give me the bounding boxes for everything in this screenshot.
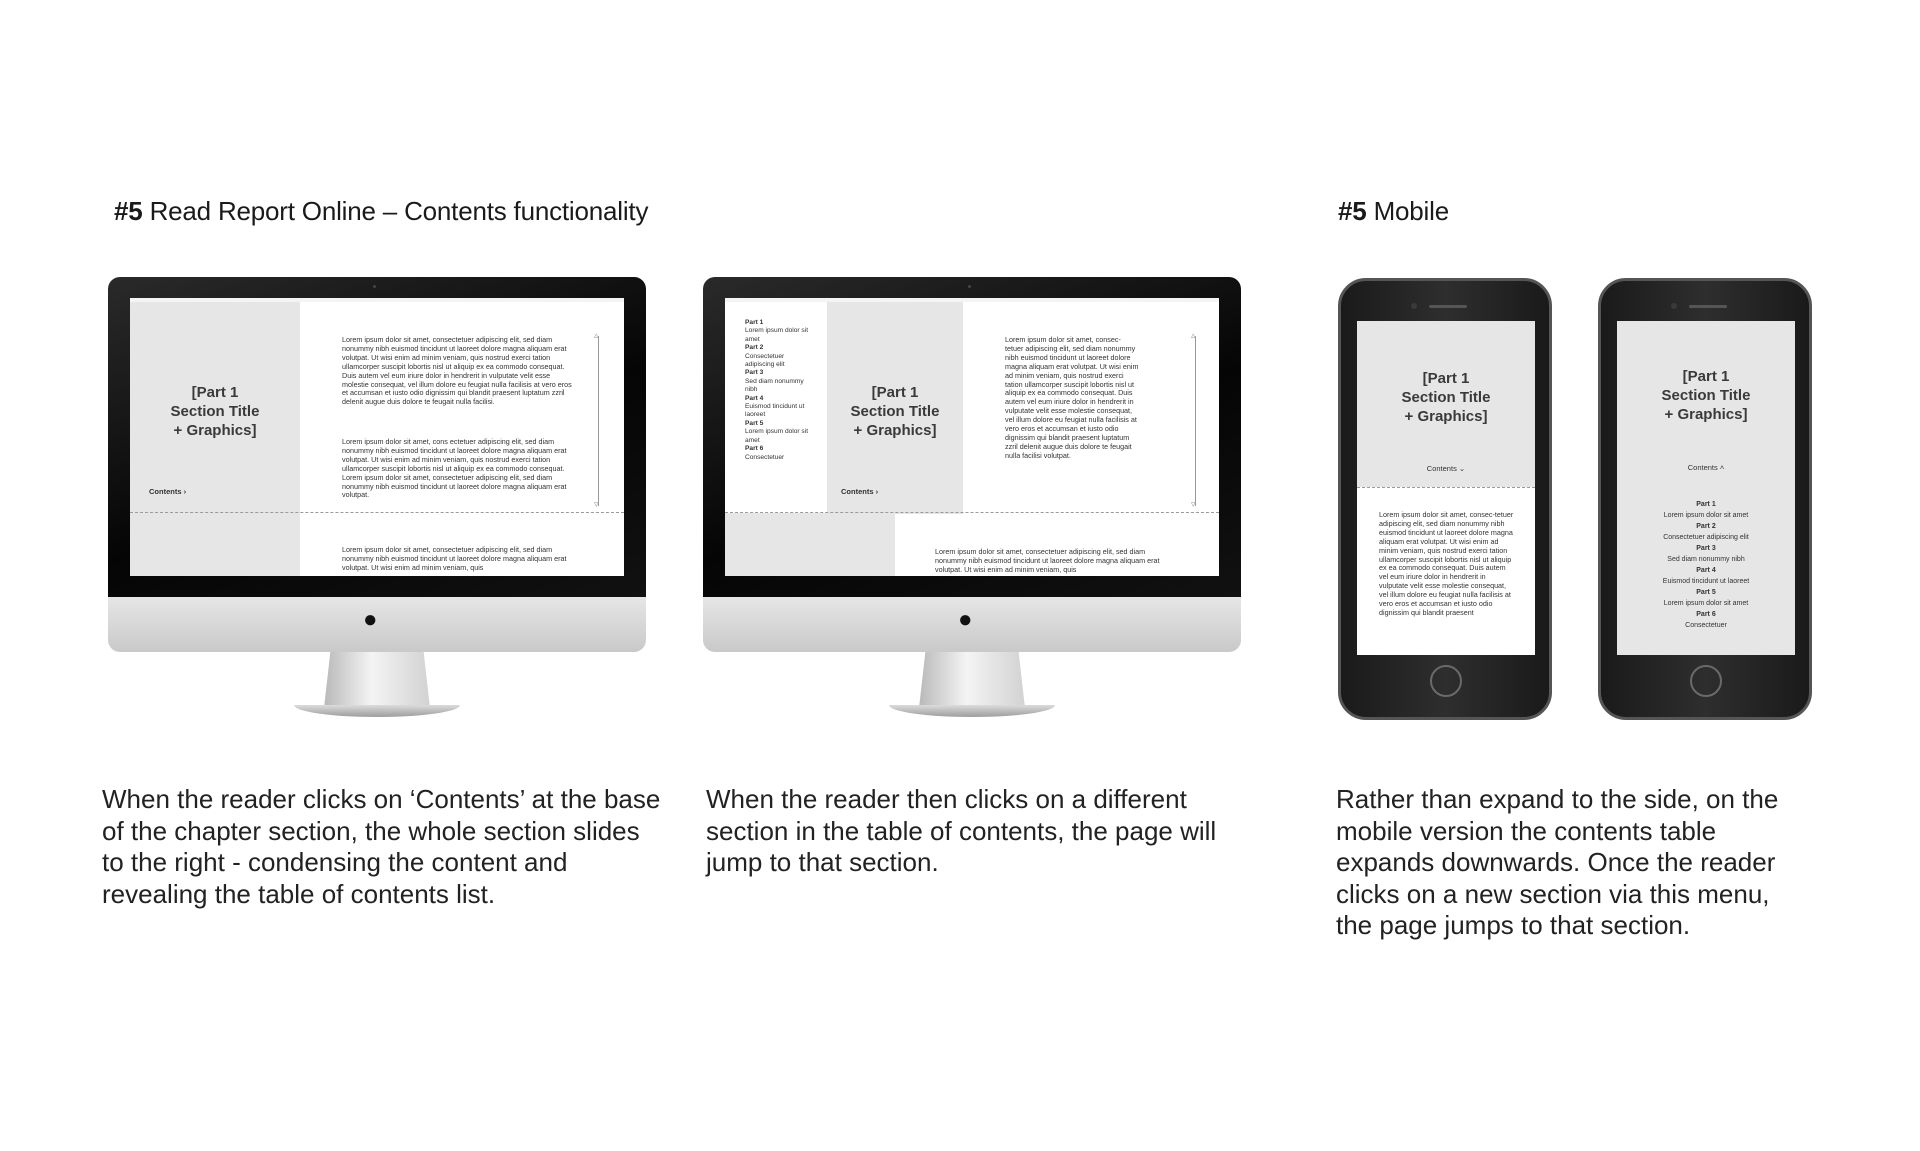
toc-part-1[interactable]: Part 1 xyxy=(1696,501,1716,508)
body-text: Lorem ipsum dolor sit amet, consec-tetuer adipiscing elit, sed diam nonummy nibh euismod tincidunt ut laoreet dolore magna aliquam erat volutpat. Ut wisi enim ad minim veniam, quis nostrud exerci tation ullamcorper suscipit lobortis nisl ut aliquip ex ea commodo consequat. Duis autem vel eum iriure dolor in hendrerit in vulputate velit esse molestie consequat, vel illum dolore eu feugiat nulla facilisis at vero eros et accumsan et iusto odio dignissim qui blandit praesent xyxy=(1379,511,1514,617)
toc-text-5[interactable]: Lorem ipsum dolor sit amet xyxy=(1663,600,1749,607)
contents-toggle[interactable]: Contents › xyxy=(149,487,187,496)
imac-mockup-contents-closed xyxy=(108,277,646,724)
toc-text-1[interactable]: Lorem ipsum dolor sit amet xyxy=(1663,512,1749,519)
phone-screen xyxy=(1357,321,1535,655)
speaker-grille xyxy=(1429,305,1467,308)
caption-desktop-jump: When the reader then clicks on a different section in the table of contents, the page will jump to that section. xyxy=(706,784,1217,877)
section-title-line-3: + Graphics] xyxy=(1664,406,1748,423)
desktop-heading xyxy=(114,196,648,227)
home-button[interactable] xyxy=(1690,665,1722,697)
toc-part-4[interactable]: Part 4 xyxy=(745,394,764,402)
contents-toggle[interactable]: Contents ⌄ xyxy=(1426,464,1466,473)
front-camera-icon xyxy=(1671,303,1677,309)
toc-text-2[interactable]: Consectetuer adipiscing elit xyxy=(1663,534,1749,541)
camera-icon xyxy=(373,285,376,288)
section-title-line-3: + Graphics] xyxy=(173,422,257,439)
toc-part-3[interactable]: Part 3 xyxy=(1696,545,1716,552)
section-title xyxy=(130,383,300,440)
section-divider xyxy=(1357,487,1535,488)
scroll-down-icon: ▿ xyxy=(594,499,599,509)
toc-part-4[interactable]: Part 4 xyxy=(1696,567,1716,574)
section-title xyxy=(827,383,963,440)
next-section-panel xyxy=(725,513,895,576)
phone-screen xyxy=(1617,321,1795,655)
apple-logo-icon: ● xyxy=(363,606,378,633)
toc-part-3[interactable]: Part 3 xyxy=(745,369,764,377)
section-title-line-1: [Part 1 xyxy=(1422,370,1470,387)
imac-base xyxy=(294,705,460,717)
section-title-line-3: + Graphics] xyxy=(853,422,937,439)
imac-base xyxy=(889,705,1055,717)
section-title-line-2: Section Title xyxy=(170,403,260,420)
toc-text-6[interactable]: Consectetuer xyxy=(745,453,785,461)
toc-part-5[interactable]: Part 5 xyxy=(745,419,764,427)
body-text-3: Lorem ipsum dolor sit amet, consectetuer adipiscing elit, sed diam nonummy nibh euismod tincidunt ut laoreet dolore magna aliquam erat volutpat. Ut wisi enim ad minim veniam, quis xyxy=(342,546,567,572)
imac-mockup-contents-open xyxy=(703,277,1241,724)
body-text-2: Lorem ipsum dolor sit amet, cons ectetuer adipiscing elit, sed diam nonummy nibh euismod tincidunt ut laoreet dolore magna aliquam erat volutpat. Ut wisi enim ad minim veniam, quis nostrud exerci tation ullamcorper suscipit lobortis nisl ut aliquip ex ea commodo consequat. Lorem ipsum dolor sit amet, consectetuer adipiscing elit, sed diam nonummy nibh euismod tincidunt ut laoreet dolore magna aliquam erat volutpat. xyxy=(342,438,567,500)
toc-part-2[interactable]: Part 2 xyxy=(745,344,764,352)
section-title-line-2: Section Title xyxy=(1401,389,1491,406)
desktop-heading-text: Read Report Online – Contents functionality xyxy=(149,196,649,226)
body-text-1: Lorem ipsum dolor sit amet, consectetuer adipiscing elit, sed diam nonummy nibh euismod tincidunt ut laoreet dolore magna aliquam erat volutpat. Ut wisi enim ad minim veniam, quis nostrud exerci tation ullamcorper suscipit lobortis nisl ut aliquip ex ea commodo consequat. Duis autem vel eum iriure dolor in hendrerit in vulputate velit esse molestie consequat, vel illum dolore eu feugiat nulla facilisis at vero eros et accumsan et iusto odio dignissim qui blandit praesent luptatum zzril delenit augue duis dolore te feugait nulla facilisi. xyxy=(342,336,572,407)
section-title-line-1: [Part 1 xyxy=(191,384,239,401)
contents-toggle[interactable]: Contents › xyxy=(841,487,879,496)
toc-text-3[interactable]: Sed diam nonummy nibh xyxy=(745,377,804,394)
caption-mobile: Rather than expand to the side, on the mobile version the contents table expands downwards. Once the reader clicks on a new section via this menu, the page jumps to that section. xyxy=(1336,784,1779,940)
toc-part-6[interactable]: Part 6 xyxy=(745,445,764,453)
mobile-table-of-contents xyxy=(1617,499,1795,631)
apple-logo-icon: ● xyxy=(958,606,973,633)
imac-stand xyxy=(324,652,430,708)
scroll-up-icon: ▵ xyxy=(1191,330,1196,340)
scroll-indicator xyxy=(598,336,599,506)
imac-screen xyxy=(725,298,1219,576)
section-title-line-2: Section Title xyxy=(850,403,940,420)
home-button[interactable] xyxy=(1430,665,1462,697)
mobile-heading xyxy=(1338,196,1449,227)
section-title xyxy=(1357,369,1535,426)
table-of-contents xyxy=(745,319,809,462)
contents-toggle[interactable]: Contents ˄ xyxy=(1687,463,1725,472)
scroll-indicator xyxy=(1195,336,1196,506)
scroll-down-icon: ▿ xyxy=(1191,499,1196,509)
toc-text-2[interactable]: Consectetuer adipiscing elit xyxy=(745,352,785,369)
mobile-heading-number: #5 xyxy=(1338,196,1367,226)
imac-stand xyxy=(919,652,1025,708)
section-title-line-2: Section Title xyxy=(1661,387,1751,404)
camera-icon xyxy=(968,285,971,288)
toc-text-5[interactable]: Lorem ipsum dolor sit amet xyxy=(745,428,809,444)
body-text-1: Lorem ipsum dolor sit amet, consec-tetuer adipiscing elit, sed diam nonummy nibh euismod tincidunt ut laoreet dolore magna aliquam erat volutpat. Ut wisi enim ad minim veniam, quis nostrud exerci tation ullamcorper suscipit lobortis nisl ut aliquip ex ea commodo consequat. Duis autem vel eum iriure dolor in hendrerit in vulputate velit esse molestie consequat, vel illum dolore eu feugiat nulla facilisis at vero eros et accumsan et iusto odio dignissim qui blandit praesent luptatum zzril delenit augue duis dolore te feugait nulla facilisi volutpat. xyxy=(1005,336,1139,460)
imac-screen xyxy=(130,298,624,576)
next-section-panel xyxy=(130,513,300,576)
caption-desktop-open: When the reader clicks on ‘Contents’ at the base of the chapter section, the whole section slides to the right - condensing the content and revealing the table of contents list. xyxy=(102,784,661,909)
section-title-line-1: [Part 1 xyxy=(1682,368,1730,385)
toc-part-5[interactable]: Part 5 xyxy=(1696,589,1716,596)
section-title-line-1: [Part 1 xyxy=(871,384,919,401)
toc-part-2[interactable]: Part 2 xyxy=(1696,523,1716,530)
menu-bar xyxy=(725,298,1219,302)
toc-part-6[interactable]: Part 6 xyxy=(1696,611,1716,618)
desktop-heading-number: #5 xyxy=(114,196,143,226)
scroll-up-icon: ▵ xyxy=(594,330,599,340)
toc-part-1[interactable]: Part 1 xyxy=(745,319,764,326)
toc-text-3[interactable]: Sed diam nonummy nibh xyxy=(1667,556,1745,563)
toc-text-1[interactable]: Lorem ipsum dolor sit amet xyxy=(745,327,809,343)
section-title-line-3: + Graphics] xyxy=(1404,408,1488,425)
toc-text-6[interactable]: Consectetuer xyxy=(1685,622,1727,629)
front-camera-icon xyxy=(1411,303,1417,309)
body-text-2: Lorem ipsum dolor sit amet, consectetuer adipiscing elit, sed diam nonummy nibh euismod tincidunt ut laoreet dolore magna aliquam erat volutpat. Ut wisi enim ad minim veniam, quis xyxy=(935,548,1160,574)
speaker-grille xyxy=(1689,305,1727,308)
phone-mockup-contents-open xyxy=(1598,278,1812,720)
section-title xyxy=(1617,367,1795,424)
toc-text-4[interactable]: Euismod tincidunt ut laoreet xyxy=(745,403,805,419)
phone-mockup-contents-closed xyxy=(1338,278,1552,720)
toc-text-4[interactable]: Euismod tincidunt ut laoreet xyxy=(1662,578,1750,585)
mobile-heading-text: Mobile xyxy=(1373,196,1449,226)
